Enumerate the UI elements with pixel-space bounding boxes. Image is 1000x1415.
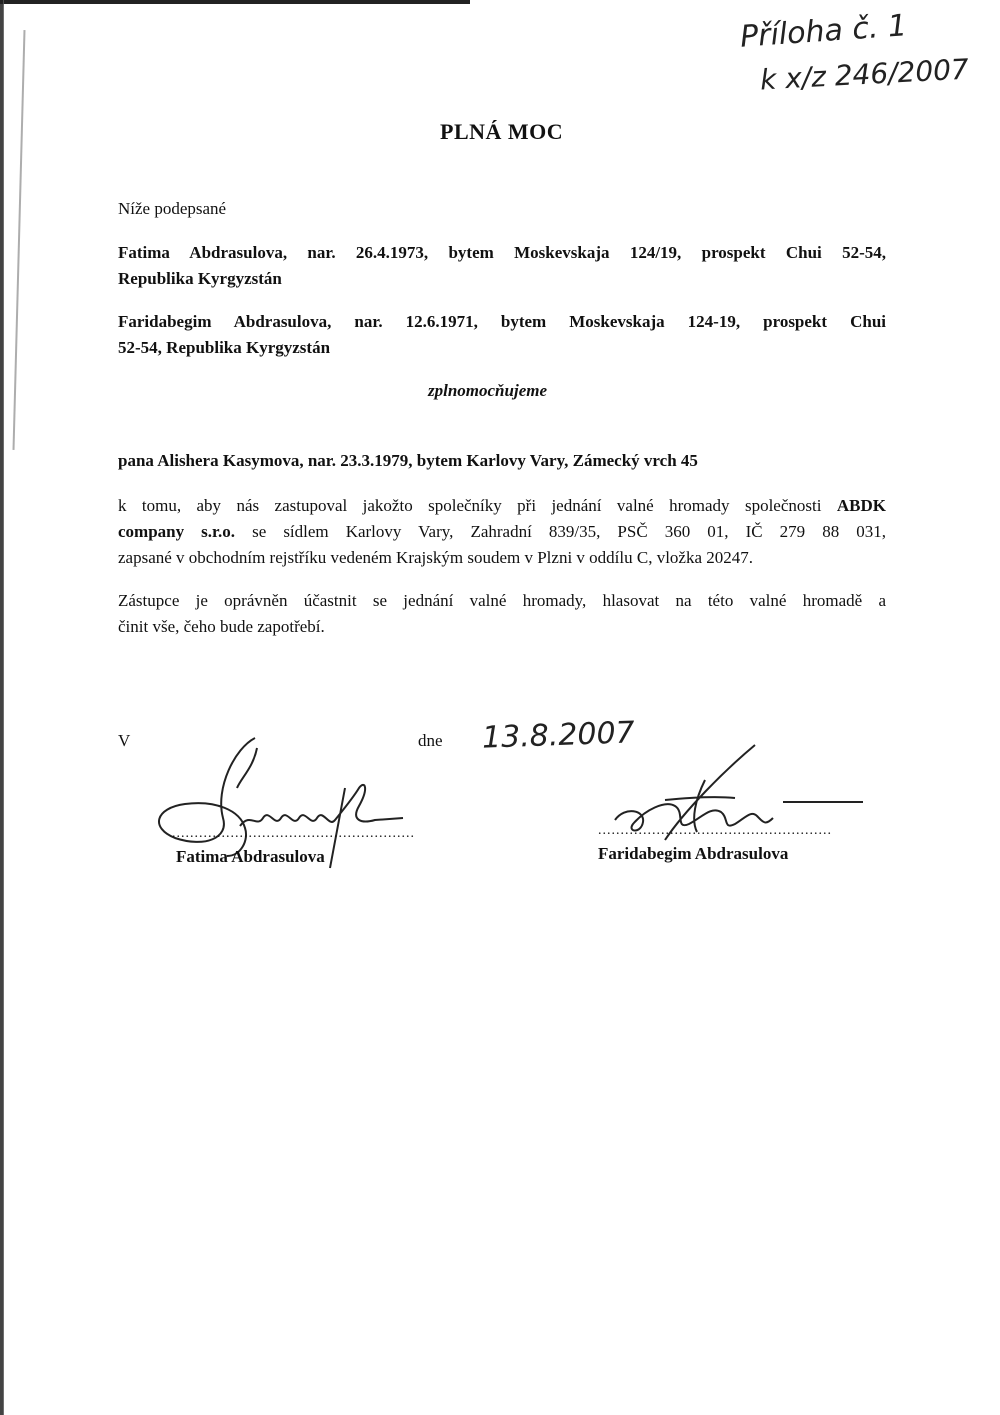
authority-line2: činit vše, čeho bude zapotřebí. [118,617,325,636]
principal-1-line2: Republika Kyrgyzstán [118,269,282,288]
purpose-line3: zapsané v obchodním rejstříku vedeném Krajským soudem v Plzni v oddílu C, vložka 20247. [118,548,754,567]
signature-1-name: Fatima Abdrasulova [176,847,325,866]
signature-2-dotted-line: .................................................... [598,823,832,838]
purpose-line2-text: se sídlem Karlovy Vary, Zahradní 839/35, PSČ 360 01, IČ 279 88 031, [252,522,887,541]
purpose-line1-text: k tomu, aby nás zastupoval jakožto společníky při jednání valné hromady společnosti [118,496,822,515]
authority-line1: Zástupce je oprávněn účastnit se jednání valné hromady, hlasovat na této valné hromadě a [118,591,886,610]
principal-2 [118,309,886,361]
scan-edge-left [0,0,6,1415]
intro-text: Níže podepsané [118,199,227,218]
principal-1-line1: Fatima Abdrasulova, nar. 26.4.1973, bytem Moskevskaja 124/19, prospekt Chui 52-54, [118,243,886,262]
signature-1-dotted-line: ...................................................... [172,826,415,841]
authority-paragraph [118,588,886,640]
action-word: zplnomocňujeme [428,381,548,400]
agent-text: pana Alishera Kasymova, nar. 23.3.1979, bytem Karlovy Vary, Zámecký vrch 45 [118,451,698,470]
signature-2-name: Faridabegim Abdrasulova [598,844,789,863]
principal-2-line2: 52-54, Republika Kyrgyzstán [118,338,331,357]
principal-1 [118,240,886,292]
principal-2-line1: Faridabegim Abdrasulova, nar. 12.6.1971, bytem Moskevskaja 124-19, prospekt Chui [118,312,886,331]
company-name-part2: company s.r.o. [118,522,236,541]
date-label: dne [418,731,443,750]
date-value-handwritten: 13.8.2007 [481,715,636,756]
place-label: V [118,731,131,750]
document-title: PLNÁ MOC [440,119,564,144]
purpose-line2 [118,519,886,545]
company-name-part1: ABDK [836,496,887,515]
scan-artifact-line [13,30,26,450]
purpose-paragraph [118,493,886,571]
handwritten-note-line1: Příloha č. 1 [738,8,909,55]
purpose-line1 [118,493,886,519]
handwritten-note-line2: k x/z 246/2007 [759,52,970,97]
scan-edge-top [0,0,470,4]
